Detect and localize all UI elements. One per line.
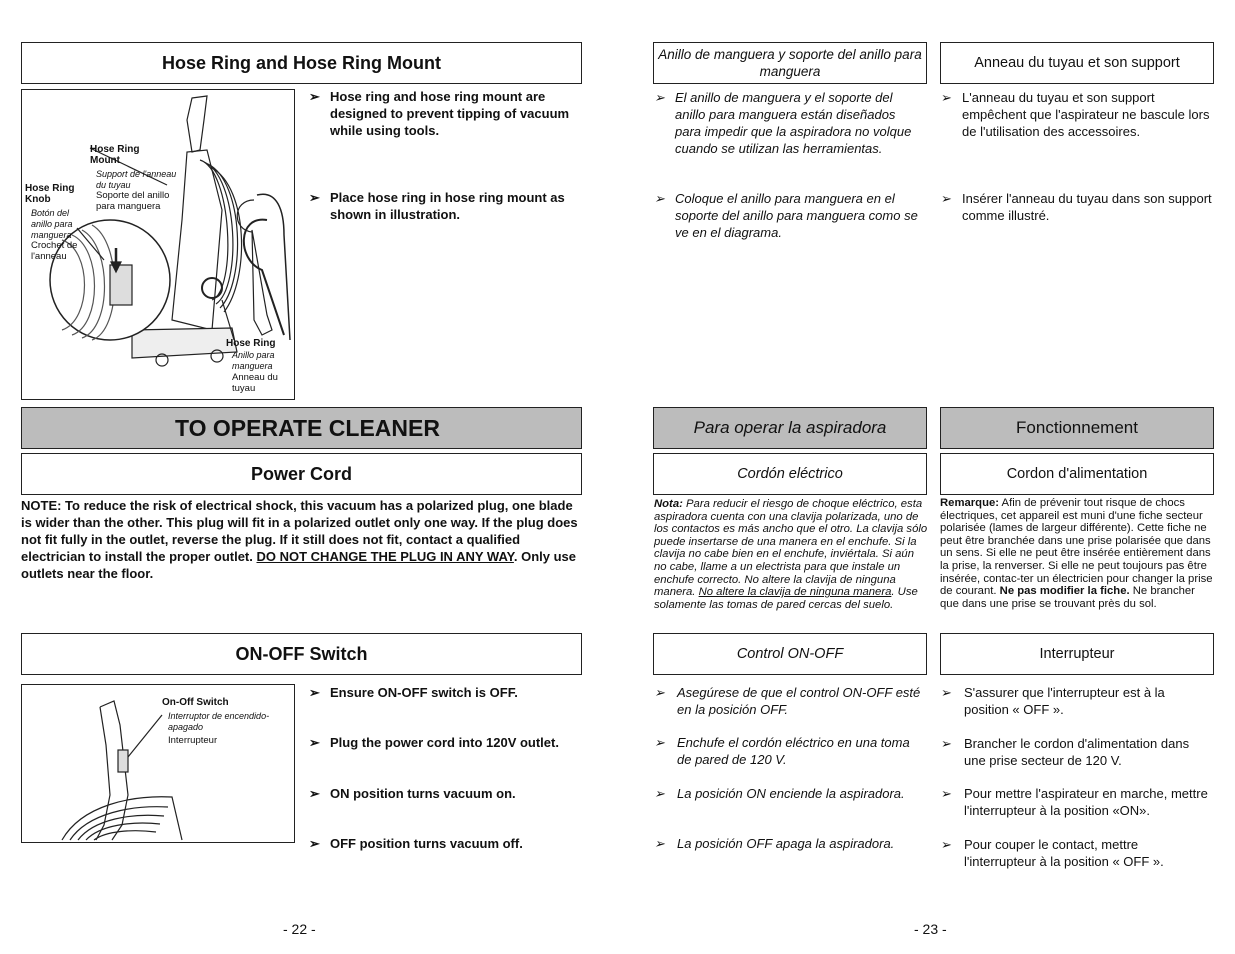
arrow-icon: ➢: [309, 786, 320, 801]
es-switch-bullet-3: ➢ La posición ON enciende la aspiradora.: [654, 786, 905, 801]
page-number-right: - 23 -: [914, 921, 947, 937]
fr-note-end: Ne brancher que dans une prise se trouvant près du sol.: [940, 585, 1195, 610]
es-hose-bullet-1: ➢ El anillo de manguera y el soporte del anillo para manguera están diseñados para impedir que la aspiradora no volque cuando se utilizan las herramientas.: [654, 90, 912, 156]
es-cord-title: [653, 453, 927, 495]
fr-hose-bullet-1: ➢ L'anneau du tuyau et son support empêchent que l'aspirateur ne bascule lors de l'utilisation des accessoires.: [941, 90, 1210, 139]
hose-bullet-1: ➢ Hose ring and hose ring mount are designed to prevent tipping of vacuum while using tools.: [309, 89, 570, 138]
hose-section-title-text: Hose Ring and Hose Ring Mount: [162, 52, 441, 73]
fr-cord-title: [940, 453, 1214, 495]
label-hose-ring-knob: Hose Ring Knob: [25, 183, 75, 205]
fr-note-bold: Ne pas modifier la fiche.: [999, 585, 1130, 598]
arrow-icon: ➢: [941, 837, 952, 852]
fr-cord-title-text: Cordon d'alimentation: [1006, 466, 1148, 482]
power-cord-note-end: . Only use outlets near the floor.: [21, 549, 577, 581]
arrow-icon: ➢: [941, 685, 952, 700]
switch-illustration: [21, 684, 295, 843]
arrow-icon: ➢: [309, 836, 320, 851]
fr-switch-bullet-2: ➢ Brancher le cordon d'alimentation dans une prise secteur de 120 V.: [941, 736, 1190, 768]
fr-switch-bullet-4: ➢ Pour couper le contact, mettre l'interrupteur à la position « OFF ».: [941, 837, 1164, 869]
fr-hose-title-text: Anneau du tuyau et son support: [974, 55, 1180, 71]
label-hose-ring-mount-fr: Support de l'anneau du tuyau: [96, 169, 177, 190]
operate-title-text: TO OPERATE CLEANER: [175, 414, 440, 441]
fr-cord-note: [940, 497, 1215, 610]
arrow-icon: ➢: [654, 735, 665, 750]
es-switch-bullet-1: ➢ Asegúrese de que el control ON-OFF esté en la posición OFF.: [654, 685, 921, 717]
es-switch-title: [653, 633, 927, 675]
arrow-icon: ➢: [309, 685, 320, 700]
arrow-icon: ➢: [654, 191, 665, 206]
es-note-text: Para reducir el riesgo de choque eléctrico, esta aspiradora cuenta con una clavija polarizada, uno de los contactos es más ancho que el otro. La clavija sólo puede insertarse de una manera en el enchufe. Si la clavija no cabe bien en el enchufe, inviértala. Si aún no cabe, llame a un electrista para que instale un enchufe correcto. No altere la clavija de ninguna manera.: [654, 498, 928, 599]
label-hose-ring-mount: Hose Ring Mount: [90, 144, 140, 166]
label-on-off-switch-fr: Interrupteur: [168, 735, 218, 746]
switch-bullet-1: ➢ Ensure ON-OFF switch is OFF.: [309, 685, 518, 700]
hose-ring-illustration: [21, 89, 295, 400]
switch-handle-drawing: [22, 685, 294, 842]
label-on-off-switch-es: Interruptor de encendido-apagado: [168, 711, 270, 732]
es-hose-title-text: Anillo de manguera y soporte del anillo para manguera: [658, 47, 922, 79]
power-cord-title-text: Power Cord: [250, 463, 352, 484]
operate-title: [21, 407, 582, 449]
fr-operate-title: [940, 407, 1214, 449]
arrow-icon: ➢: [941, 786, 952, 801]
switch-title: [21, 633, 582, 675]
es-note-label: Nota:: [654, 498, 683, 510]
label-hose-ring-knob-es: Botón del anillo para manguera: [31, 208, 73, 240]
arrow-icon: ➢: [309, 735, 320, 750]
switch-bullet-4: ➢ OFF position turns vacuum off.: [309, 836, 523, 851]
es-hose-title: [653, 42, 927, 84]
es-operate-title-text: Para operar la aspiradora: [693, 418, 887, 437]
label-hose-ring-mount-es: Soporte del anillo para manguera: [96, 190, 170, 212]
power-cord-note: [21, 497, 583, 582]
fr-note-label: Remarque:: [940, 497, 1000, 509]
power-cord-title: [21, 453, 582, 495]
hose-section-title: [21, 42, 582, 84]
power-cord-note-warning: DO NOT CHANGE THE PLUG IN ANY WAY: [256, 549, 514, 564]
fr-hose-title: [940, 42, 1214, 84]
switch-bullet-3: ➢ ON position turns vacuum on.: [309, 786, 516, 801]
label-hose-ring: Hose Ring: [226, 338, 276, 349]
fr-operate-title-text: Fonctionnement: [1016, 418, 1138, 437]
es-switch-bullet-2: ➢ Enchufe el cordón eléctrico en una toma de pared de 120 V.: [654, 735, 910, 767]
fr-switch-title-text: Interrupteur: [1039, 646, 1115, 662]
arrow-icon: ➢: [654, 685, 665, 700]
arrow-icon: ➢: [654, 90, 665, 105]
es-note-end: . Use solamente las tomas de pared cercas del suelo.: [654, 586, 918, 611]
hose-bullet-2: ➢ Place hose ring in hose ring mount as shown in illustration.: [309, 190, 565, 222]
es-operate-title: [653, 407, 927, 449]
label-hose-ring-es: Anillo para manguera: [232, 350, 275, 371]
arrow-icon: ➢: [654, 786, 665, 801]
fr-hose-bullet-2: ➢ Insérer l'anneau du tuyau dans son support comme illustré.: [941, 191, 1212, 223]
es-switch-bullet-4: ➢ La posición OFF apaga la aspiradora.: [654, 836, 895, 851]
fr-switch-bullet-3: ➢ Pour mettre l'aspirateur en marche, mettre l'interrupteur à la position «ON».: [941, 786, 1208, 818]
fr-note-text: Afin de prévenir tout risque de chocs électriques, cet appareil est muni d'une fiche secteur polarisée (lames de largeur différente). Cette fiche ne peut être branchée dans une prise polarisée que dans un sens. Si elle ne peut être insérée entièrement dans la prise, la renverser. Si elle ne peut toujours pas être insérée, contac-ter un électricien pour changer la prise de courant.: [940, 497, 1213, 598]
arrow-icon: ➢: [941, 736, 952, 751]
es-cord-note: [654, 498, 928, 611]
switch-title-text: ON-OFF Switch: [235, 643, 368, 664]
fr-switch-bullet-1: ➢ S'assurer que l'interrupteur est à la position « OFF ».: [941, 685, 1165, 717]
arrow-icon: ➢: [654, 836, 665, 851]
es-cord-title-text: Cordón eléctrico: [737, 466, 843, 482]
label-hose-ring-knob-fr: Crochet de l'anneau: [31, 240, 78, 262]
arrow-icon: ➢: [941, 90, 952, 105]
fr-switch-title: [940, 633, 1214, 675]
es-hose-bullet-2: ➢ Coloque el anillo para manguera en el soporte del anillo para manguera como se ve en el diagrama.: [654, 191, 918, 240]
es-note-underlined: No altere la clavija de ninguna manera: [698, 586, 892, 599]
switch-bullet-2: ➢ Plug the power cord into 120V outlet.: [309, 735, 559, 750]
label-hose-ring-fr: Anneau du tuyau: [232, 372, 278, 394]
arrow-icon: ➢: [309, 89, 320, 104]
arrow-icon: ➢: [309, 190, 320, 205]
label-on-off-switch: On-Off Switch: [162, 697, 229, 708]
es-switch-title-text: Control ON-OFF: [736, 646, 844, 662]
page-number-left: - 22 -: [283, 921, 316, 937]
power-cord-note-text: NOTE: To reduce the risk of electrical shock, this vacuum has a polarized plug, one blade is wider than the other. This plug will fit in a polarized outlet only one way. If the plug does not fit fully in the outlet, reverse the plug. If it still does not fit, contact a qualified electrician to install the proper outlet.: [21, 498, 578, 564]
arrow-icon: ➢: [941, 191, 952, 206]
